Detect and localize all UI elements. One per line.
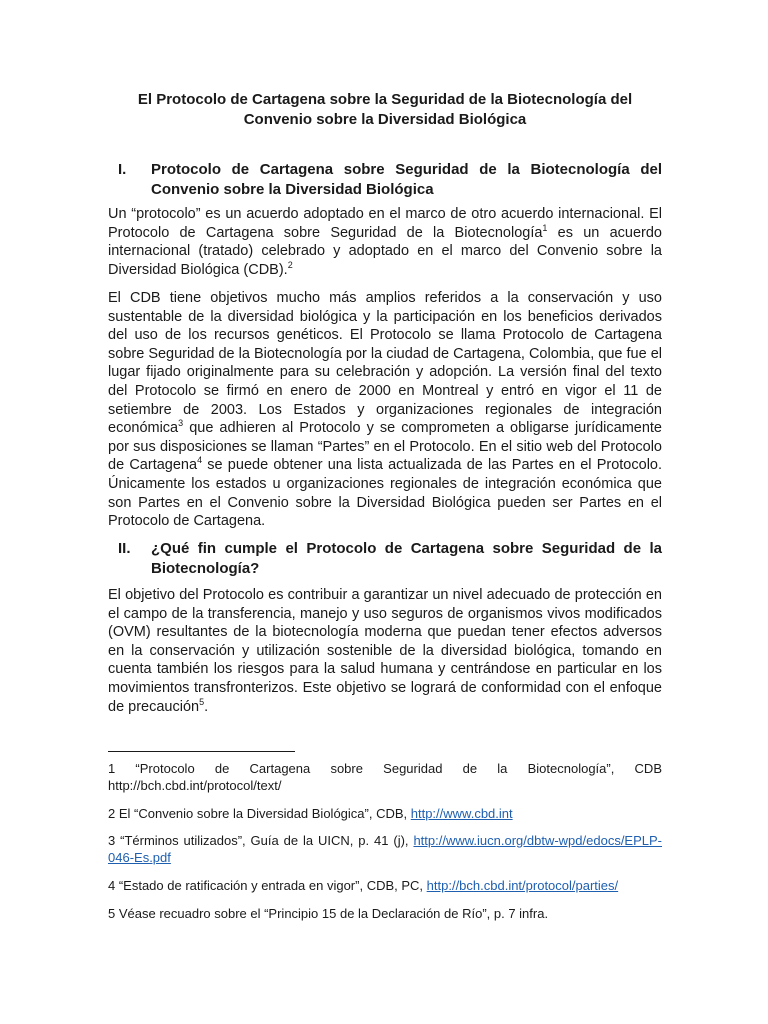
footnote-5	[108, 905, 662, 922]
footnote-ref: 2	[287, 259, 293, 270]
paragraph-text: Un “protocolo” es un acuerdo adoptado en el marco de otro acuerdo internacional. El Protocolo de Cartagena sobre Seguridad de la Biotecnología	[108, 206, 662, 241]
footnote-link[interactable]: http://www.iucn.org/dbtw-wpd/edocs/EPLP-046-Es.pdf	[108, 833, 662, 865]
footnote-ref: 3	[178, 418, 184, 429]
section-title-1: Protocolo de Cartagena sobre Seguridad de la Biotecnología del Convenio sobre la Diversidad Biológica	[151, 161, 662, 198]
footnote-link[interactable]: http://www.cbd.int	[410, 806, 513, 821]
footnote-ref: 4	[197, 455, 203, 466]
section-heading-2	[108, 539, 662, 579]
paragraph-text: se puede obtener una lista actualizada de las Partes en el Protocolo. Únicamente los estados u organizaciones regionales de integración económica que son Partes en el Convenio sobre la Diversidad Biológica pueden ser Partes en el Protocolo de Cartagena.	[108, 457, 663, 530]
paragraph-2	[108, 289, 662, 531]
paragraph-text: El CDB tiene objetivos mucho más amplios referidos a la conservación y uso sustentable de la diversidad biológica y la participación en los beneficios derivados del uso de los recursos genéticos. El Protocolo se llama Protocolo de Cartagena sobre Seguridad de la Biotecnología por la ciudad de Cartagena, Colombia, que fue el lugar fijado originalmente para su celebración y adopción. La versión final del texto del Protocolo se firmó en enero de 2000 en Montreal y entró en vigor el 11 de setiembre de 2003. Los Estados y organizaciones regionales de integración económica	[108, 290, 662, 437]
footnote-3	[108, 832, 662, 866]
section-heading-1	[108, 160, 662, 200]
paragraph-text: .	[204, 698, 209, 715]
footnote-text: 1 “Protocolo de Cartagena sobre Seguridad de la Biotecnología”, CDB http://bch.cbd.int/protocol/text/	[108, 761, 662, 793]
section-title-2: ¿Qué fin cumple el Protocolo de Cartagena sobre Seguridad de la Biotecnología?	[151, 540, 662, 577]
footnote-ref: 5	[199, 696, 205, 707]
section-number-2: II.	[118, 540, 131, 557]
footnote-4	[108, 877, 662, 894]
paragraph-text: que adhieren al Protocolo y se comprometen a obligarse jurídicamente por sus disposiciones se llaman “Partes” en el Protocolo. En el sitio web del Protocolo de Cartagena	[108, 420, 662, 474]
footnote-2	[108, 805, 662, 822]
paragraph-text: El objetivo del Protocolo es contribuir a garantizar un nivel adecuado de protección en el campo de la transferencia, manejo y uso seguros de organismos vivos modificados (OVM) resultantes de la biotecnología moderna que puedan tener efectos adversos en la conservación y utilización sostenible de la diversidad biológica, tomando en cuenta también los riesgos para la salud humana y centrándose en particular en los movimientos transfronterizos. Este objetivo se logrará de conformidad con el enfoque de precaución	[108, 587, 662, 715]
footnote-text: 4 “Estado de ratificación y entrada en vigor”, CDB, PC,	[108, 878, 427, 893]
footnote-1	[108, 760, 662, 794]
footnote-ref: 1	[542, 222, 548, 233]
footnote-link[interactable]: http://bch.cbd.int/protocol/parties/	[426, 878, 619, 893]
footnote-text: 5 Véase recuadro sobre el “Principio 15 de la Declaración de Río”, p. 7 infra.	[108, 906, 549, 921]
paragraph-3	[108, 586, 662, 716]
footnote-divider	[108, 751, 295, 752]
document-title: El Protocolo de Cartagena sobre la Seguridad de la Biotecnología del Convenio sobre la Diversidad Biológica	[137, 91, 633, 128]
footnote-text: 2 El “Convenio sobre la Diversidad Biológica”, CDB,	[108, 806, 411, 821]
footnote-text: 3 “Términos utilizados”, Guía de la UICN, p. 41 (j),	[108, 833, 414, 848]
paragraph-1	[108, 205, 662, 279]
paragraph-text: es un acuerdo internacional (tratado) celebrado y adoptado en el marco del Convenio sobre la Diversidad Biológica (CDB).	[108, 224, 662, 278]
section-number-1: I.	[118, 161, 127, 178]
